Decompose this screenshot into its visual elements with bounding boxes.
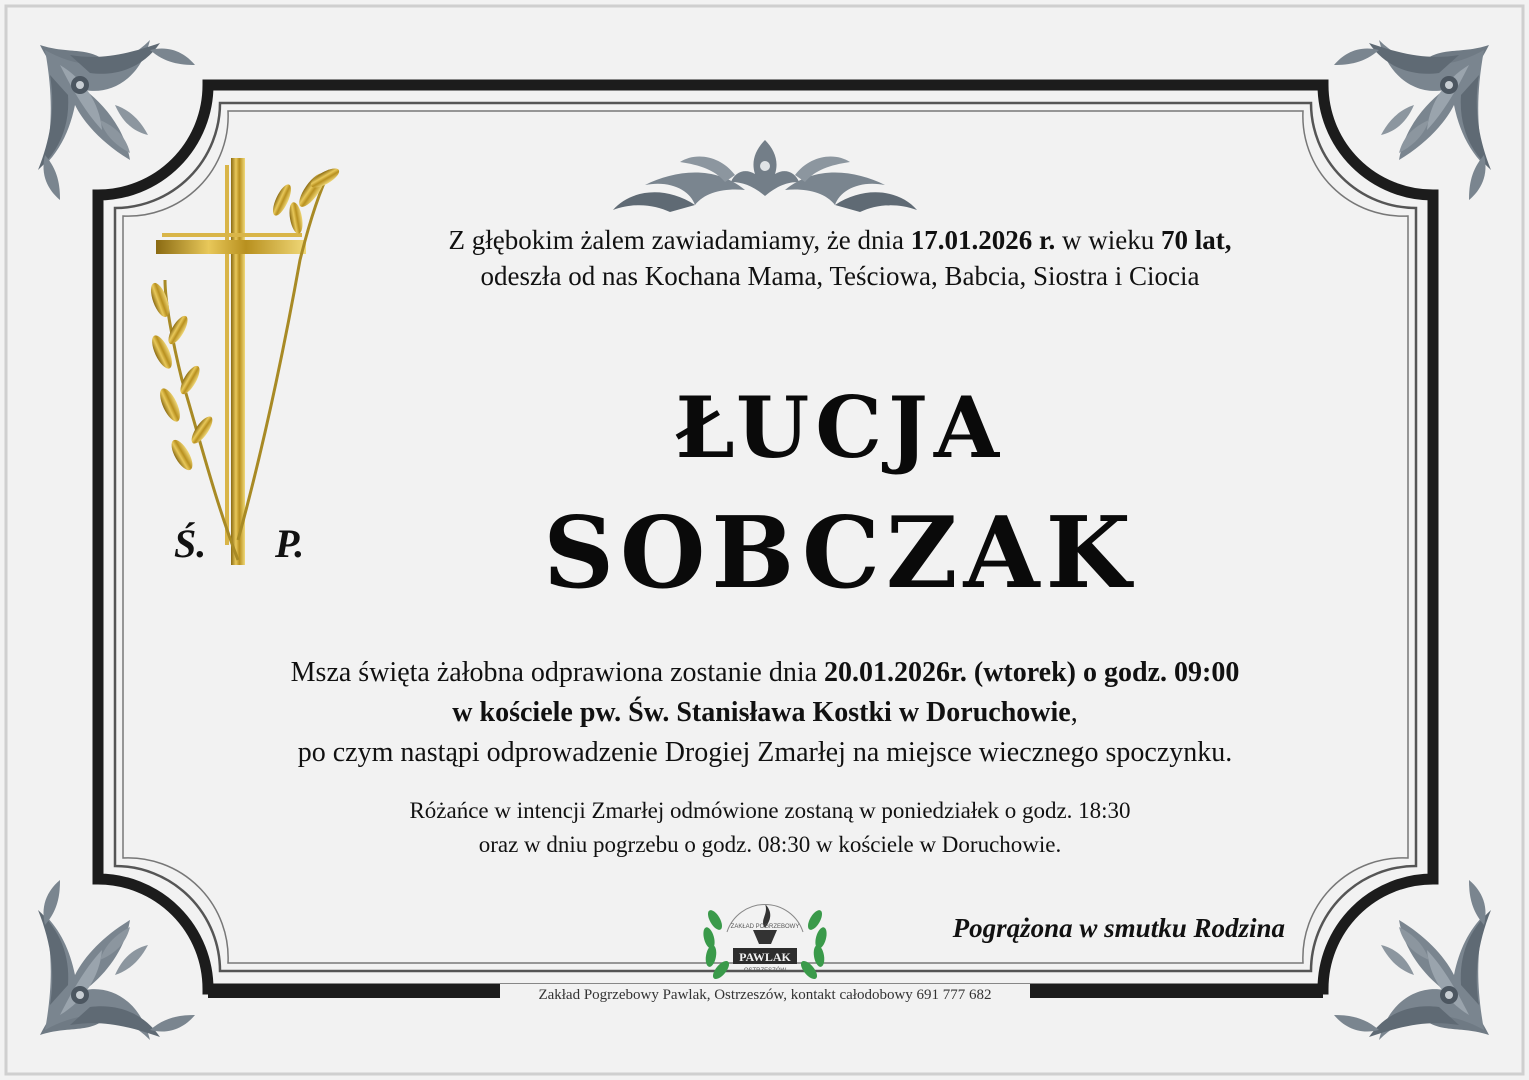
- sp-initial-s: Ś.: [174, 521, 207, 566]
- logo-arc-text: ZAKŁAD POGRZEBOWY: [730, 924, 800, 930]
- cross-with-laurel-icon: [147, 158, 342, 565]
- corner-ornament-top-left: [38, 40, 195, 200]
- mass-line-2: [200, 693, 1330, 733]
- mass-line-3: po czym nastąpi odprowadzenie Drogiej Zmarłej na miejsce wiecznego spoczynku.: [297, 737, 1233, 768]
- intro-line-2: odeszła od nas Kochana Mama, Teściowa, Babcia, Siostra i Ciocia: [480, 261, 1200, 291]
- corner-ornament-top-right: [1334, 40, 1491, 200]
- mass-line-1: [200, 653, 1330, 693]
- sp-initial-p: P.: [275, 521, 305, 566]
- logo-sub-text: OSTRZESZÓW: [743, 968, 787, 974]
- logo-banner-text: PAWLAK: [739, 950, 791, 964]
- mass-info: [200, 653, 1330, 773]
- age: 70 lat,: [1161, 225, 1232, 255]
- deceased-last-name: SOBCZAK: [543, 496, 1137, 611]
- mass-church: w kościele pw. Św. Stanisława Kostki w Doruchowie: [452, 697, 1071, 728]
- death-date: 17.01.2026 r.: [910, 225, 1056, 255]
- mass-comma: ,: [1070, 697, 1078, 728]
- rosary-info: [300, 794, 1240, 862]
- family-signature: Pogrążona w smutku Rodzina: [952, 913, 1285, 943]
- rosary-line-2: oraz w dniu pogrzebu o godz. 08:30 w kościele w Doruchowie.: [478, 832, 1062, 857]
- deceased-first-name: ŁUCJA: [674, 378, 1006, 477]
- intro-text-a: Z głębokim żalem zawiadamiamy, że dnia: [448, 225, 911, 255]
- mass-text-a: Msza święta żałobna odprawiona zostanie dnia: [290, 657, 825, 688]
- pawlak-funeral-home-logo: [701, 904, 828, 982]
- intro-line-1: [330, 222, 1350, 258]
- intro-text-b: w wieku: [1055, 225, 1162, 255]
- top-ornament: [613, 140, 917, 212]
- rosary-line-1: Różańce w intencji Zmarłej odmówione zostaną w poniedziałek o godz. 18:30: [409, 798, 1131, 823]
- footer-contact: Zakład Pogrzebowy Pawlak, Ostrzeszów, kontakt całodobowy 691 777 682: [500, 984, 1030, 1006]
- intro-text: [330, 222, 1350, 294]
- mass-datetime: 20.01.2026r. (wtorek) o godz. 09:00: [824, 657, 1240, 688]
